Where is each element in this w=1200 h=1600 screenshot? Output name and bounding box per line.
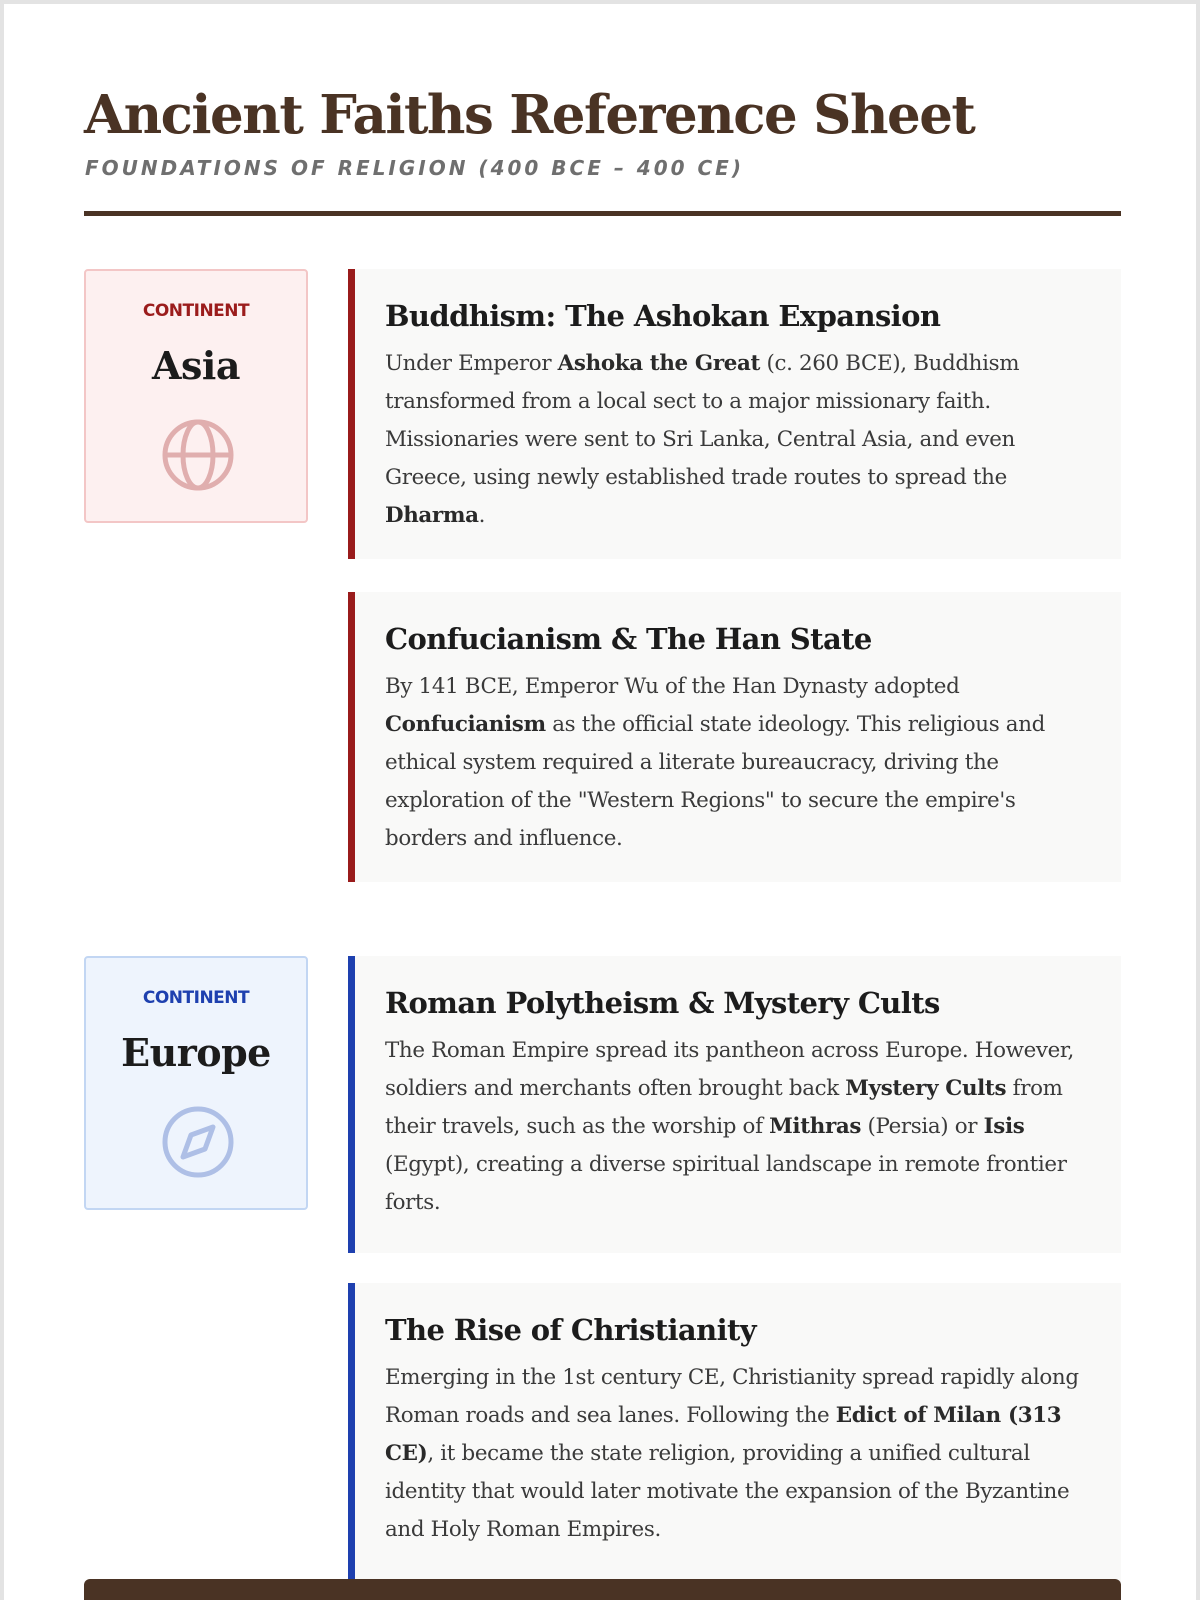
entry-body: The Roman Empire spread its pantheon across Europe. However, soldiers and merchants often brought back Mystery Cults from their travels, such as the worship of Mithras (Persia) or Isis (Egypt), creating a diverse spiritual landscape in remote frontier forts. bbox=[385, 1038, 1074, 1215]
page-subtitle: FOUNDATIONS OF RELIGION (400 BCE – 400 CE) bbox=[85, 156, 744, 180]
entry-body: Emerging in the 1st century CE, Christianity spread rapidly along Roman roads and sea lanes. Following the Edict of Milan (313 CE), it became the state religion, providing a unified cultural identity that would later motivate the expansion of the Byzantine and Holy Roman Empires. bbox=[385, 1365, 1079, 1542]
page-title: Ancient Faiths Reference Sheet bbox=[84, 84, 975, 146]
footer-bar bbox=[84, 1579, 1121, 1600]
continent-label: CONTINENT bbox=[142, 988, 250, 1008]
entry-card bbox=[348, 592, 1121, 882]
continent-name: Europe bbox=[121, 1030, 271, 1075]
compass-icon bbox=[160, 1104, 236, 1180]
emphasized-term: Mystery Cults bbox=[845, 1076, 1007, 1101]
emphasized-term: Ashoka the Great bbox=[557, 351, 761, 376]
continent-label: CONTINENT bbox=[142, 301, 250, 321]
reference-sheet-page bbox=[4, 4, 1196, 1600]
entry-body: Under Emperor Ashoka the Great (c. 260 BCE), Buddhism transformed from a local sect to a major missionary faith. Missionaries were sent to Sri Lanka, Central Asia, and even Greece, using newly established trade routes to spread the Dharma. bbox=[385, 351, 1020, 528]
entry-card bbox=[348, 269, 1121, 559]
emphasized-term: Isis bbox=[983, 1114, 1025, 1139]
continent-card-asia bbox=[84, 269, 308, 523]
emphasized-term: Mithras bbox=[769, 1114, 862, 1139]
continent-name: Asia bbox=[152, 343, 240, 388]
entry-body: By 141 BCE, Emperor Wu of the Han Dynasty adopted Confucianism as the official state ideology. This religious and ethical system required a literate bureaucracy, driving the exploration of the "Western Regions" to secure the empire's borders and influence. bbox=[385, 674, 1045, 851]
continent-card-europe bbox=[84, 956, 308, 1210]
entry-card bbox=[348, 956, 1121, 1253]
emphasized-term: Dharma bbox=[385, 503, 479, 528]
entry-title: Confucianism & The Han State bbox=[385, 622, 872, 656]
entry-title: Roman Polytheism & Mystery Cults bbox=[385, 986, 940, 1020]
entry-title: The Rise of Christianity bbox=[385, 1313, 757, 1347]
globe-icon bbox=[160, 417, 236, 493]
header-divider bbox=[84, 211, 1121, 216]
emphasized-term: Confucianism bbox=[385, 712, 546, 737]
entry-title: Buddhism: The Ashokan Expansion bbox=[385, 299, 941, 333]
emphasized-term: Edict of Milan (313 CE) bbox=[385, 1403, 1062, 1466]
entry-card bbox=[348, 1283, 1121, 1600]
